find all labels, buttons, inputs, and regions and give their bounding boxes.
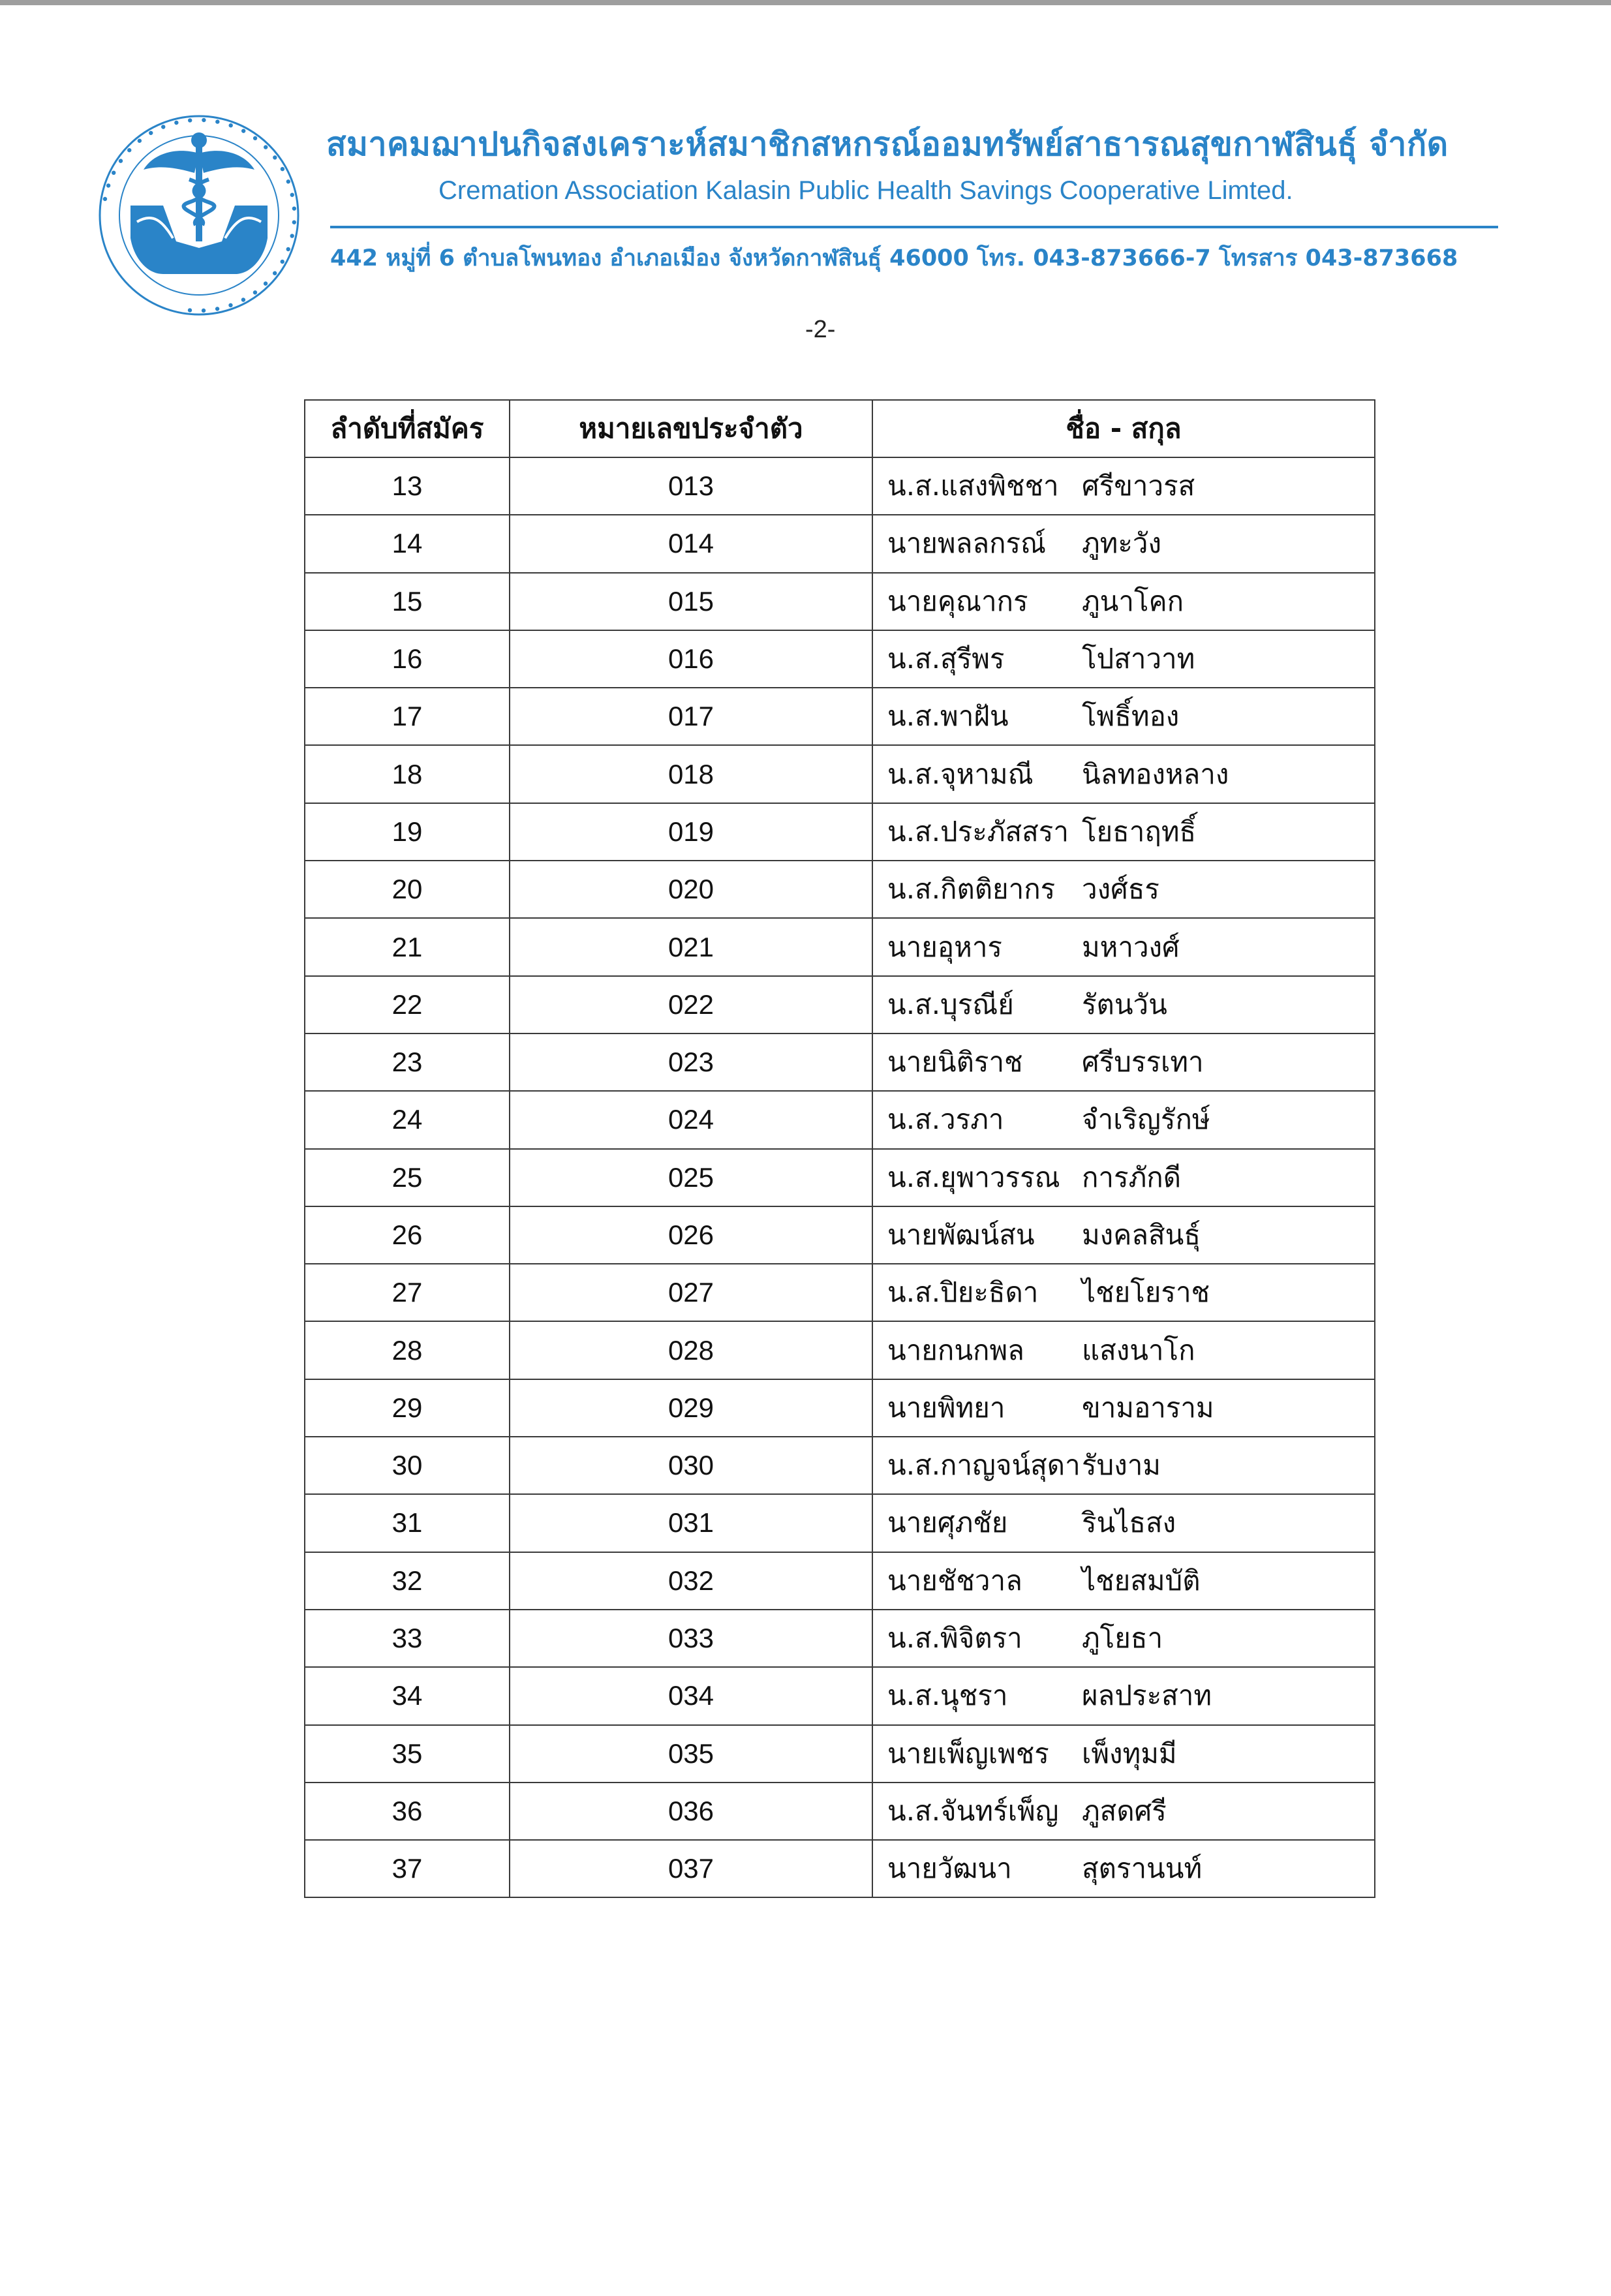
table-row [305,1494,1375,1552]
cell-member-id: 018 [510,745,872,803]
table-row [305,1379,1375,1437]
letterhead [91,98,1514,320]
cell-order: 22 [305,976,510,1033]
table-row [305,861,1375,918]
table-row [305,1149,1375,1206]
table-row [305,803,1375,861]
cell-member-id: 036 [510,1783,872,1840]
given-name: นายกนกพล [887,1334,1024,1366]
header-divider [330,226,1498,228]
cell-order: 26 [305,1206,510,1264]
cell-full-name [872,803,1375,861]
table-row [305,1725,1375,1783]
cell-order: 23 [305,1033,510,1091]
cell-member-id: 013 [510,457,872,515]
given-name: นายวัฒนา [887,1852,1012,1885]
table-row [305,1437,1375,1494]
cell-order: 17 [305,688,510,745]
page-number: -2- [805,316,836,343]
cell-full-name [872,1437,1375,1494]
cell-member-id: 030 [510,1437,872,1494]
scan-top-edge [0,0,1611,5]
given-name: น.ส.สุรีพร [887,643,1005,675]
given-name: น.ส.ยุพาวรรณ [887,1161,1060,1193]
cell-order: 35 [305,1725,510,1783]
surname: ผลประสาท [1082,1679,1212,1712]
surname: โปสาวาท [1082,643,1195,675]
column-header-full-name: ชื่อ - สกุล [872,400,1375,457]
table-row [305,688,1375,745]
table-row [305,1610,1375,1667]
cell-order: 37 [305,1840,510,1897]
cell-order: 27 [305,1264,510,1321]
column-header-order: ลำดับที่สมัคร [305,400,510,457]
cell-member-id: 026 [510,1206,872,1264]
table-row [305,1091,1375,1148]
surname: รินไธสง [1082,1507,1176,1539]
table-row [305,1667,1375,1724]
surname: ภูทะวัง [1082,527,1162,560]
surname: ไชยโยราช [1082,1276,1210,1309]
cell-member-id: 020 [510,861,872,918]
cell-member-id: 028 [510,1321,872,1379]
cell-member-id: 037 [510,1840,872,1897]
surname: นิลทองหลาง [1082,758,1229,790]
cell-full-name [872,573,1375,630]
cell-full-name [872,1206,1375,1264]
given-name: นายพลลกรณ์ [887,527,1047,560]
cell-order: 36 [305,1783,510,1840]
cell-full-name [872,1494,1375,1552]
table-row [305,1840,1375,1897]
table-header-row [305,400,1375,457]
cell-member-id: 014 [510,515,872,572]
cell-member-id: 016 [510,630,872,688]
cell-full-name [872,1091,1375,1148]
given-name: น.ส.วรภา [887,1103,1004,1136]
table-row [305,918,1375,975]
organization-address: 442 หมู่ที่ 6 ตำบลโพนทอง อำเภอเมือง จังหวัดกาฬสินธุ์ 46000 โทร. 043-873666-7 โทรสาร 043-873668 [330,245,1458,271]
surname: โยธาฤทธิ์ [1082,815,1197,848]
surname: ไชยสมบัติ [1082,1564,1201,1597]
surname: ศรีขาวรส [1082,470,1195,502]
given-name: น.ส.พิจิตรา [887,1622,1022,1655]
table-row [305,1552,1375,1610]
cell-member-id: 021 [510,918,872,975]
cell-full-name [872,1667,1375,1724]
table-row [305,1321,1375,1379]
surname: รัตนวัน [1082,988,1167,1020]
cell-full-name [872,1033,1375,1091]
cell-full-name [872,1610,1375,1667]
cell-full-name [872,918,1375,975]
cell-member-id: 031 [510,1494,872,1552]
cell-member-id: 025 [510,1149,872,1206]
cell-order: 14 [305,515,510,572]
cell-member-id: 022 [510,976,872,1033]
cell-full-name [872,1840,1375,1897]
member-roster-table [304,399,1375,1898]
surname: วงศ์ธร [1082,873,1159,906]
cell-member-id: 034 [510,1667,872,1724]
cell-order: 13 [305,457,510,515]
table-row [305,976,1375,1033]
cell-order: 19 [305,803,510,861]
cell-order: 25 [305,1149,510,1206]
given-name: นายอุหาร [887,930,1002,963]
surname: ขามอาราม [1082,1391,1214,1424]
surname: รับงาม [1082,1449,1161,1482]
cell-order: 24 [305,1091,510,1148]
cell-full-name [872,1783,1375,1840]
cell-order: 21 [305,918,510,975]
cell-full-name [872,1264,1375,1321]
given-name: นายคุณากร [887,585,1028,617]
table-row [305,1206,1375,1264]
given-name: นายศุภชัย [887,1507,1008,1539]
surname: มหาวงศ์ [1082,930,1180,963]
cell-member-id: 015 [510,573,872,630]
cell-full-name [872,1552,1375,1610]
cell-member-id: 032 [510,1552,872,1610]
column-header-member-id: หมายเลขประจำตัว [510,400,872,457]
surname: แสงนาโก [1082,1334,1195,1366]
table-row [305,1783,1375,1840]
table-row [305,515,1375,572]
given-name: น.ส.พาฝัน [887,700,1009,733]
surname: ภูสดศรี [1082,1794,1167,1827]
given-name: น.ส.แสงพิชชา [887,470,1059,502]
table-body [305,457,1375,1897]
given-name: น.ส.จันทร์เพ็ญ [887,1794,1059,1827]
cell-full-name [872,1725,1375,1783]
cell-order: 28 [305,1321,510,1379]
cell-full-name [872,1149,1375,1206]
surname: มงคลสินธุ์ [1082,1219,1201,1251]
cell-member-id: 033 [510,1610,872,1667]
given-name: น.ส.นุชรา [887,1679,1008,1712]
surname: การภักดี [1082,1161,1181,1193]
organization-name-thai: สมาคมฌาปนกิจสงเคราะห์สมาชิกสหกรณ์ออมทรัพย์สาธารณสุขกาฬสินธุ์ จำกัด [326,125,1449,163]
cell-order: 16 [305,630,510,688]
cell-full-name [872,688,1375,745]
surname: โพธิ์ทอง [1082,700,1180,733]
given-name: นายพัฒน์สน [887,1219,1035,1251]
cell-order: 18 [305,745,510,803]
given-name: นายเพ็ญเพชร [887,1737,1049,1769]
cell-order: 31 [305,1494,510,1552]
cell-full-name [872,630,1375,688]
cell-member-id: 019 [510,803,872,861]
cell-member-id: 024 [510,1091,872,1148]
given-name: น.ส.ประภัสสรา [887,815,1069,848]
cell-order: 33 [305,1610,510,1667]
table-row [305,1033,1375,1091]
given-name: นายชัชวาล [887,1564,1022,1597]
surname: ภูโยธา [1082,1622,1163,1655]
association-logo-icon [91,108,307,323]
surname: ภูนาโคก [1082,585,1184,617]
cell-order: 30 [305,1437,510,1494]
given-name: นายนิติราช [887,1046,1023,1079]
cell-member-id: 035 [510,1725,872,1783]
cell-member-id: 023 [510,1033,872,1091]
cell-order: 34 [305,1667,510,1724]
surname: เพ็งทุมมี [1082,1737,1177,1769]
cell-order: 29 [305,1379,510,1437]
table-row [305,1264,1375,1321]
table-row [305,457,1375,515]
cell-full-name [872,745,1375,803]
given-name: นายพิทยา [887,1391,1005,1424]
cell-member-id: 027 [510,1264,872,1321]
cell-member-id: 029 [510,1379,872,1437]
cell-full-name [872,976,1375,1033]
surname: ศรีบรรเทา [1082,1046,1204,1079]
cell-full-name [872,457,1375,515]
cell-full-name [872,861,1375,918]
surname: จำเริญรักษ์ [1082,1103,1210,1136]
given-name: น.ส.กาญจน์สุดา [887,1449,1081,1482]
table-row [305,745,1375,803]
cell-order: 15 [305,573,510,630]
given-name: น.ส.จุหามณี [887,758,1034,790]
cell-order: 20 [305,861,510,918]
table-row [305,573,1375,630]
given-name: น.ส.ปิยะธิดา [887,1276,1039,1309]
table-row [305,630,1375,688]
cell-full-name [872,1379,1375,1437]
svg-text:• • • • • • • • • • • • • • •: • • • • • • • • • • • • • • • • • • • • • • • • • • • • • • • • • [97,112,302,318]
given-name: น.ส.กิตติยากร [887,873,1056,906]
cell-full-name [872,1321,1375,1379]
surname: สุตรานนท์ [1082,1852,1203,1885]
organization-name-english: Cremation Association Kalasin Public Health Savings Cooperative Limted. [438,176,1293,205]
cell-full-name [872,515,1375,572]
cell-member-id: 017 [510,688,872,745]
cell-order: 32 [305,1552,510,1610]
given-name: น.ส.บุรณีย์ [887,988,1014,1020]
